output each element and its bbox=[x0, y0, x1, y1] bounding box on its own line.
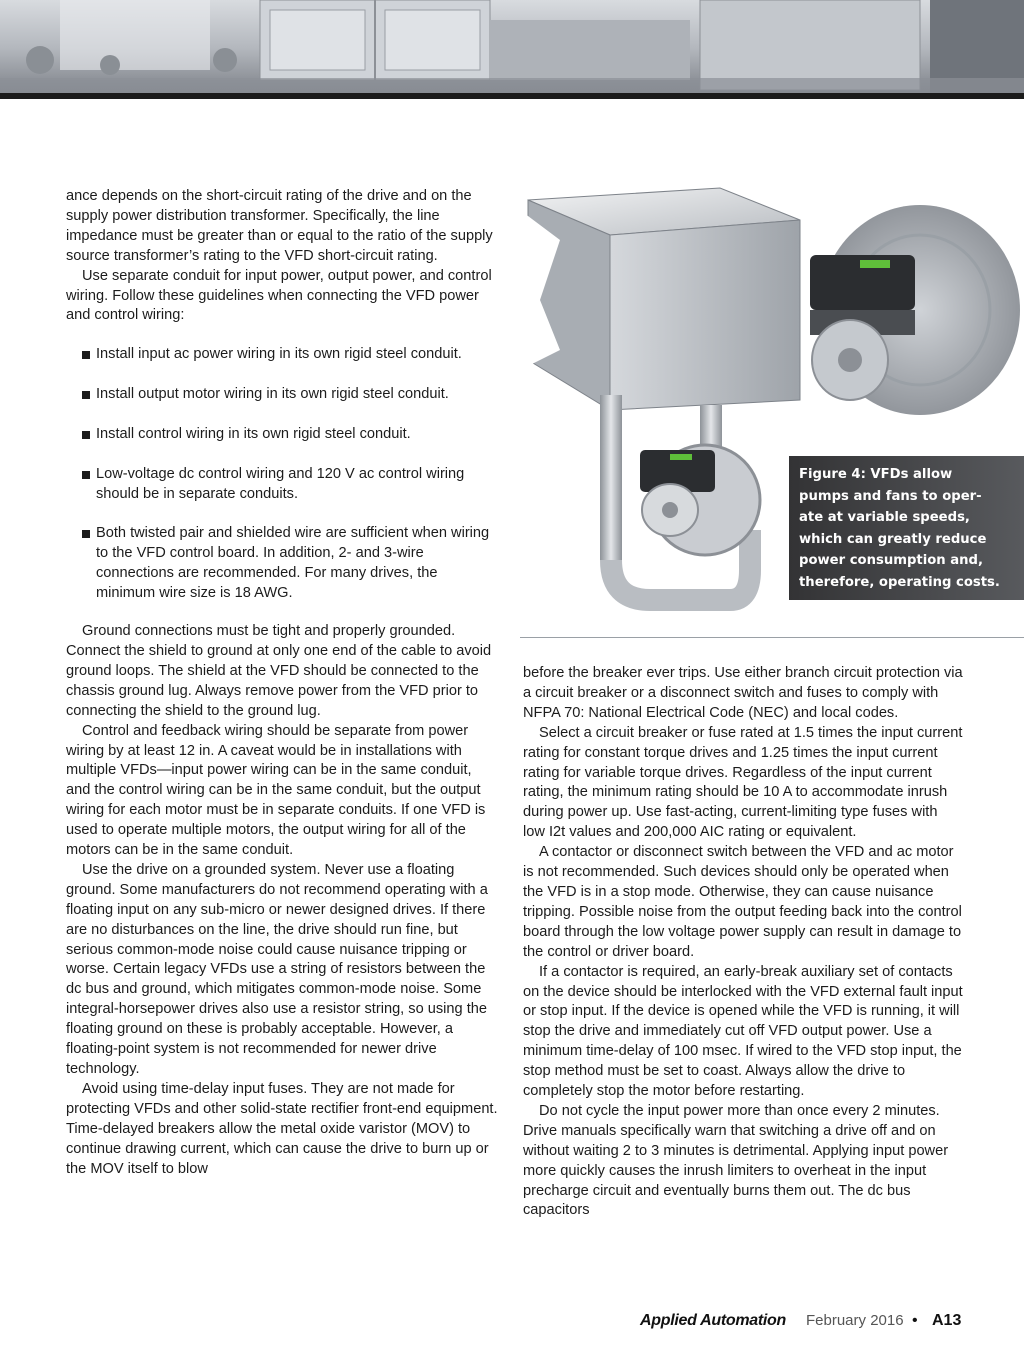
right-paragraph-1: before the breaker ever trips. Use either branch circuit protection via a circuit breaker or a disconnect switch and fuses to comply with NFPA 70: National Electrical Code (NEC) and local codes. bbox=[523, 665, 963, 721]
caption-line: pumps and fans to oper- bbox=[799, 488, 982, 504]
left-paragraph-1: ance depends on the short-circuit rating of the drive and on the supply power distribution transformer. Specifically, the line impedance must be greater than or equal to the ratio of the supply source transformer’s rating to the VFD short-circuit rating. bbox=[66, 188, 493, 264]
left-paragraph-3: Ground connections must be tight and properly grounded. Connect the shield to ground at only one end of the cable to avoid ground loops. The shield at the VFD should be connected to the chassis ground lug. Always remove power from the VFD prior to connecting the shield to the ground lug. bbox=[66, 623, 492, 719]
caption-line: Figure 4: VFDs allow bbox=[799, 467, 953, 482]
banner-divider bbox=[0, 93, 1024, 99]
right-paragraph-4: If a contactor is required, an early-break auxiliary set of contacts on the device should be interlocked with the VFD external fault input or stop input. If the device is opened while the VFD is running, it will stop the drive and immediately cut off VFD output power. Use a minimum time-delay of 100 msec. If wired to the VFD stop input, the stop method must be set to coast. Always allow the drive to completely stop the motor before restarting. bbox=[523, 963, 963, 1100]
footer-separator: • bbox=[912, 1312, 918, 1329]
left-paragraph-6: Avoid using time-delay input fuses. They are not made for protecting VFDs and other solid-state rectifier front-end equipment. Time-delayed breakers allow the metal oxide varistor (MOV) to continue drawing current, which can cause the drive to burn up or the MOV itself to blow bbox=[66, 1080, 498, 1177]
right-paragraph-3: A contactor or disconnect switch between the VFD and ac motor is not recommended. Such devices should only be operated when the VFD is in a stop mode. Otherwise, they can cause nuisance tripping. Possible noise from the output feeding back into the control board through the low voltage power supply can result in damage to the control or driver board. bbox=[523, 844, 962, 960]
list-item: Install control wiring in its own rigid steel conduit. bbox=[66, 425, 498, 445]
right-text-column bbox=[523, 664, 963, 1221]
right-paragraph-2: Select a circuit breaker or fuse rated at 1.5 times the input current rating for constant torque drives and 1.25 times the input current rating for variable torque drives. Regardless of the input current rating, the minimum rating should be 10 A to accommodate inrush during power up. Use fast-acting, current-limiting type fuses with low I2t values and 200,000 AIC rating or equivalent. bbox=[523, 724, 963, 841]
left-paragraph-4: Control and feedback wiring should be separate from power wiring by at least 12 in. A caveat would be in installations with multiple VFDs—input power wiring can be in the same conduit, and the control wiring can be in the same conduit, but the output wiring for each motor must be in separate conduits. If one VFD is used to operate multiple motors, the output wiring for all of the motors can be in the same conduit. bbox=[66, 722, 486, 859]
right-paragraph-5: Do not cycle the input power more than once every 2 minutes. Drive manuals specifically warn that switching a drive off and on without waiting 2 to 3 minutes is detrimental. Applying input power more quickly causes the inrush limiters to overheat in the input precharge circuit and eventually burns them out. The dc bus capacitors bbox=[523, 1102, 949, 1219]
caption-line: which can greatly reduce bbox=[799, 531, 987, 547]
list-item: Install output motor wiring in its own rigid steel conduit. bbox=[66, 385, 498, 405]
figure-bottom-rule bbox=[520, 637, 1024, 638]
banner-machinery-illustration bbox=[0, 0, 1024, 95]
bullet-square-icon bbox=[82, 351, 90, 359]
bullet-square-icon bbox=[82, 530, 90, 538]
publication-name: Applied Automation bbox=[640, 1312, 786, 1329]
list-item: Low-voltage dc control wiring and 120 V ac control wiring should be in separate conduits. bbox=[66, 465, 498, 505]
issue-date: February 2016 bbox=[806, 1312, 904, 1329]
header-banner-image bbox=[0, 0, 1024, 95]
page-footer bbox=[0, 1312, 1024, 1342]
caption-line: therefore, operating costs. bbox=[799, 574, 1000, 590]
figure-4-caption bbox=[789, 456, 1024, 600]
left-paragraph-2: Use separate conduit for input power, output power, and control wiring. Follow these guidelines when connecting the VFD power and control wiring: bbox=[66, 267, 492, 324]
page-number: A13 bbox=[932, 1312, 962, 1329]
bullet-square-icon bbox=[82, 391, 90, 399]
bullet-square-icon bbox=[82, 431, 90, 439]
left-text-column bbox=[66, 187, 498, 1179]
left-paragraph-5: Use the drive on a grounded system. Never use a floating ground. Some manufacturers do not recommend operating with a floating input on any sub-micro or newer designed drives. If there are no disturbances on the line, the drive should run fine, but serious common-mode noise could cause nuisance tripping or worse. Certain legacy VFDs use a string of resistors between the dc bus and ground, which mitigates common-mode noise. Some integral-horsepower drives also use a resistor string, so using the floating ground on these is probably acceptable. However, a floating-point system is not recommended for newer drive technology. bbox=[66, 861, 488, 1077]
caption-line: power consumption and, bbox=[799, 553, 984, 569]
caption-line: ate at variable speeds, bbox=[799, 510, 970, 526]
conduit-guidelines-list bbox=[66, 345, 498, 604]
list-item: Install input ac power wiring in its own rigid steel conduit. bbox=[66, 345, 498, 365]
bullet-square-icon bbox=[82, 471, 90, 479]
list-item: Both twisted pair and shielded wire are sufficient when wiring to the VFD control board. In addition, 2- and 3-wire connections are recommended. For many drives, the minimum wire size is 18 AWG. bbox=[66, 524, 498, 604]
